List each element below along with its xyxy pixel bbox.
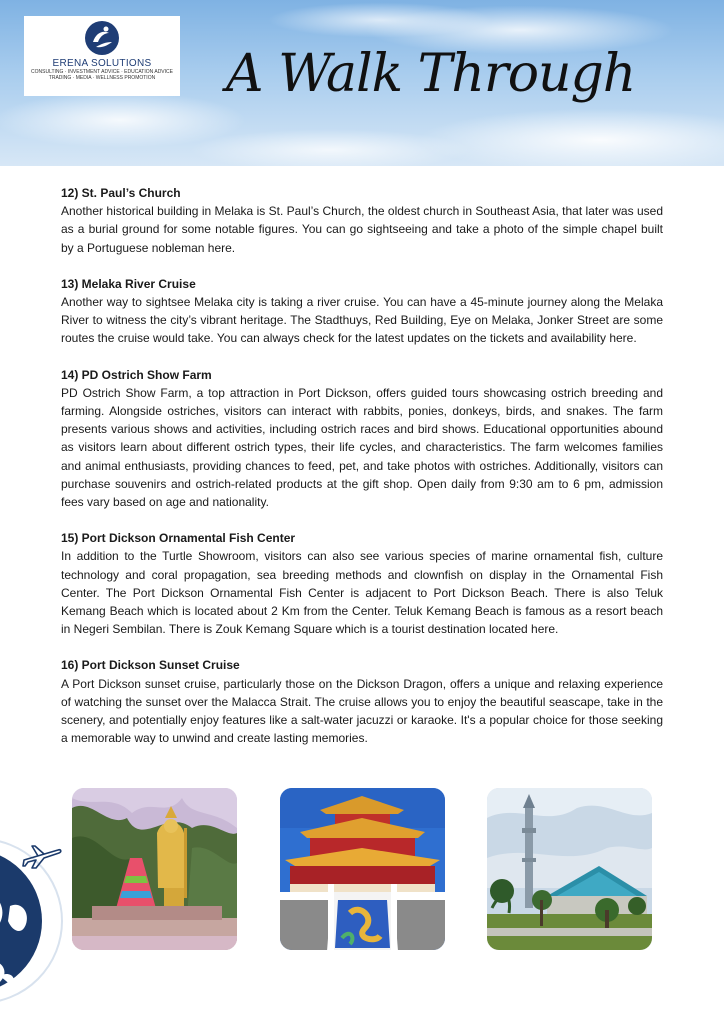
section-title: 16) Port Dickson Sunset Cruise — [61, 658, 240, 673]
logo-tagline-2: TRADING · MEDIA · WELLNESS PROMOTION — [48, 75, 156, 81]
section-pd-ostrich-show-farm — [61, 366, 663, 512]
page-title: A Walk Through — [226, 44, 636, 104]
photo-batu-caves — [72, 788, 237, 950]
section-body: Another historical building in Melaka is St. Paul’s Church, the oldest church in Southeast Asia, that later was used as a burial ground for some notable figures. You can go sightseeing and take a photo of the simple chapel built by a Portuguese nobleman here. — [61, 204, 663, 255]
section-st-pauls-church — [61, 184, 663, 257]
logo-emblem-icon — [84, 20, 120, 56]
section-title: 14) PD Ostrich Show Farm — [61, 367, 212, 382]
section-melaka-river-cruise — [61, 275, 663, 348]
section-sunset-cruise — [61, 656, 663, 747]
header-banner — [0, 0, 724, 166]
section-body: PD Ostrich Show Farm, a top attraction in Port Dickson, offers guided tours showcasing ostrich breeding and farming. Alongside ostriches, visitors can interact with rabbits, ponies, donkeys, birds, and snakes. The farm presents various shows and activities, including ostrich races and bird shows. Educational opportunities abound as visitors learn about different ostrich types, their life cycles, and characteristics. The farm welcomes families and animal enthusiasts, providing chances to feed, pet, and take photos with ostriches. Additionally, visitors can purchase souvenirs and ostrich-related products at the gift shop. Open daily from 9:30 am to 6 pm, admission fees vary based on age and nationality. — [61, 385, 663, 510]
article-content — [61, 184, 663, 765]
company-logo — [24, 16, 180, 96]
section-title: 15) Port Dickson Ornamental Fish Center — [61, 531, 296, 546]
section-title: 13) Melaka River Cruise — [61, 276, 196, 291]
section-body: A Port Dickson sunset cruise, particularly those on the Dickson Dragon, offers a unique and relaxing experience of watching the sunset over the Malacca Strait. The cruise allows you to enjoy the beautiful seascape, take in the scenery, and potentially enjoy features like a salt-water jacuzzi or karaoke. It's a popular choice for those seeking a memorable way to unwind and create lasting memories. — [61, 676, 663, 746]
airplane-icon — [22, 842, 62, 870]
section-title: 12) St. Paul’s Church — [61, 186, 181, 200]
section-body: In addition to the Turtle Showroom, visitors can also see various species of marine ornamental fish, culture technology and coral propagation, sea breeding methods and clownfish on display in the Ornamental Fish Center. The Port Dickson Ornamental Fish Center is adjacent to Port Dickson Beach. There is also Teluk Kemang Beach which is located about 2 Km from the Center. Teluk Kemang Beach is famous as a resort beach in Negeri Sembilan. There is Zouk Kemang Square which is a tourist destination located here. — [61, 549, 663, 637]
section-body: Another way to sightsee Melaka city is taking a river cruise. You can have a 45-minute journey along the Melaka River to witness the city’s vibrant heritage. The Stadthuys, Red Building, Eye on Melaka, Jonker Street are some routes the cruise would take. You can always check for the latest updates on the tickets and availability here. — [61, 295, 663, 346]
logo-tagline-1: CONSULTING · INVESTMENT ADVICE · EDUCATION ADVICE — [31, 69, 173, 75]
photo-national-mosque — [487, 788, 652, 950]
section-ornamental-fish-center — [61, 529, 663, 638]
logo-name: ERENA SOLUTIONS — [52, 58, 152, 69]
photo-thean-hou-temple — [280, 788, 445, 950]
